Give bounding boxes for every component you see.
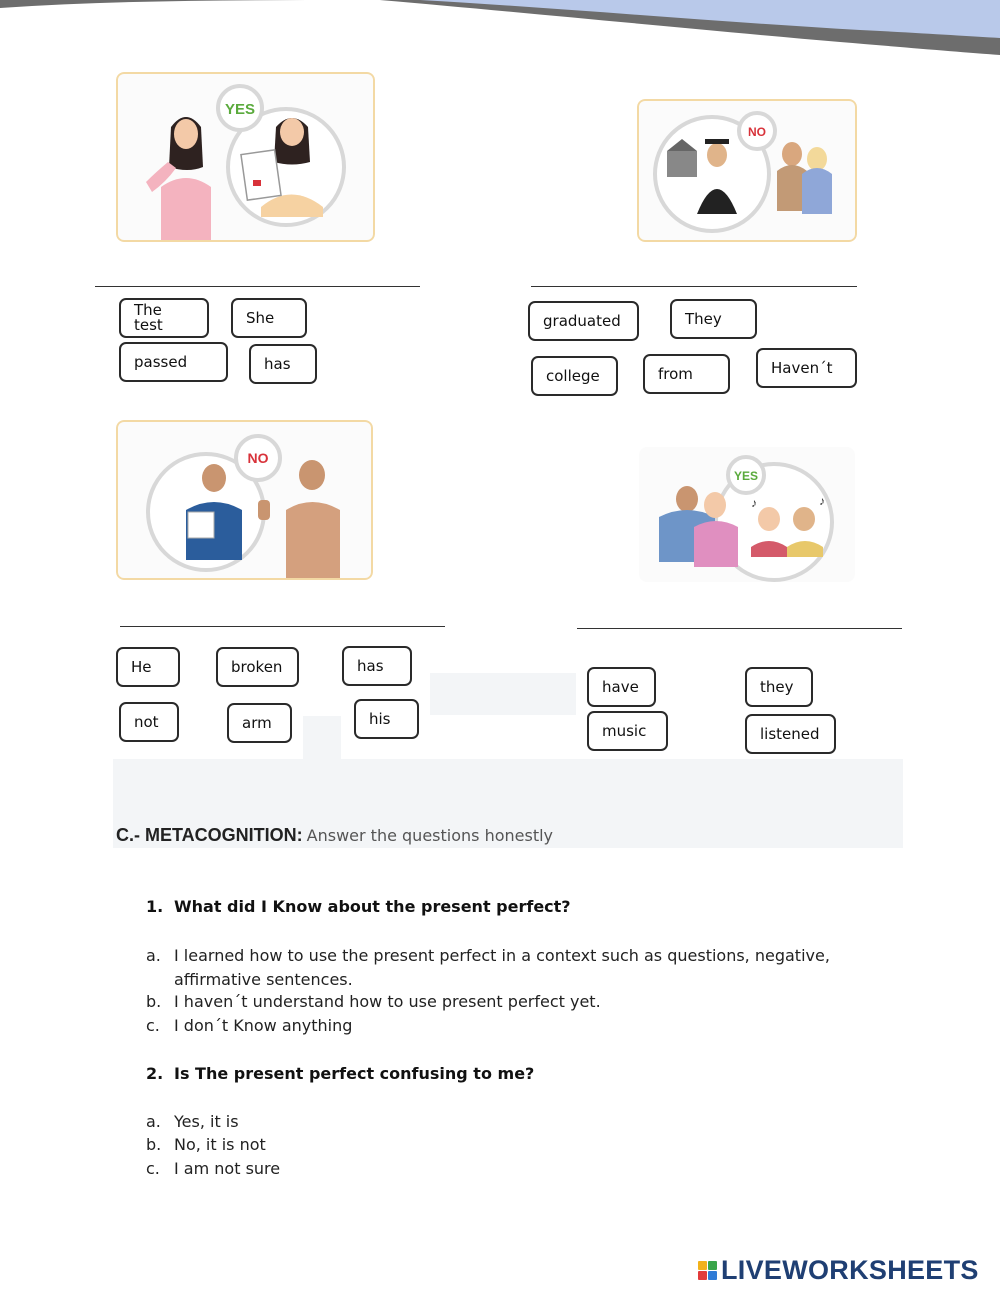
word-chip[interactable]: has [342,646,412,686]
no-bubble-text: NO [247,450,269,466]
section-heading [116,825,553,846]
picture-2 [637,99,857,242]
word-chip[interactable]: not [119,702,179,742]
svg-text:♪: ♪ [751,496,757,510]
word-chip[interactable]: Haven´t [756,348,857,388]
option-text: Yes, it is [174,1112,239,1131]
shaded-area [430,673,576,715]
option-letter: c. [146,1159,160,1178]
option-1a[interactable] [146,944,846,992]
option-text: No, it is not [174,1135,266,1154]
logo-cube-icon [698,1261,717,1280]
illustration-yes-music [639,447,855,582]
picture-4 [639,447,855,582]
option-letter: b. [146,1135,162,1154]
question-1 [146,897,571,916]
question-text: What did I Know about the present perfect? [174,897,571,916]
word-chip[interactable]: his [354,699,419,739]
picture-1 [116,72,375,242]
picture-3 [116,420,373,580]
section-subtitle: Answer the questions honestly [306,826,553,845]
option-2a[interactable] [146,1112,239,1132]
word-chip[interactable]: college [531,356,618,396]
word-chip[interactable]: They [670,299,757,339]
option-1c[interactable] [146,1016,352,1036]
option-2c[interactable] [146,1159,280,1179]
question-number: 2. [146,1064,164,1083]
question-text: Is The present perfect confusing to me? [174,1064,535,1083]
option-1b[interactable] [146,992,601,1012]
word-chip[interactable]: music [587,711,668,751]
word-chip[interactable]: from [643,354,730,394]
word-chip[interactable]: arm [227,703,292,743]
answer-line-3 [120,626,445,627]
option-letter: b. [146,992,162,1011]
answer-line-4 [577,628,902,629]
word-chip[interactable]: He [116,647,180,687]
option-letter: a. [146,1112,161,1131]
option-text: I haven´t understand how to use present perfect yet. [174,992,601,1011]
section-title: C.- METACOGNITION: [116,825,303,845]
logo-text: LIVEWORKSHEETS [721,1254,979,1285]
word-chip[interactable]: passed [119,342,228,382]
yes-bubble-text: YES [733,469,759,483]
question-number: 1. [146,897,164,916]
shaded-area [303,716,341,760]
option-letter: a. [146,946,161,965]
yes-bubble-text: YES [224,101,256,118]
header-wave [0,0,1000,70]
word-chip[interactable]: She [231,298,307,338]
word-chip[interactable]: they [745,667,813,707]
no-bubble-text: NO [748,125,766,139]
option-text: I learned how to use the present perfect in a context such as questions, negative, affirmative sentences. [174,946,830,989]
word-chip[interactable]: The test [119,298,209,338]
option-2b[interactable] [146,1135,266,1155]
word-chip[interactable]: broken [216,647,299,687]
option-text: I am not sure [174,1159,281,1178]
answer-line-2 [531,286,857,287]
word-chip[interactable]: have [587,667,656,707]
answer-line-1 [95,286,420,287]
word-chip[interactable]: listened [745,714,836,754]
option-text: I don´t Know anything [174,1016,353,1035]
option-letter: c. [146,1016,160,1035]
question-2 [146,1064,534,1083]
word-chip[interactable]: graduated [528,301,639,341]
word-chip[interactable]: has [249,344,317,384]
liveworksheets-logo [698,1255,979,1285]
svg-text:♪: ♪ [819,494,825,508]
